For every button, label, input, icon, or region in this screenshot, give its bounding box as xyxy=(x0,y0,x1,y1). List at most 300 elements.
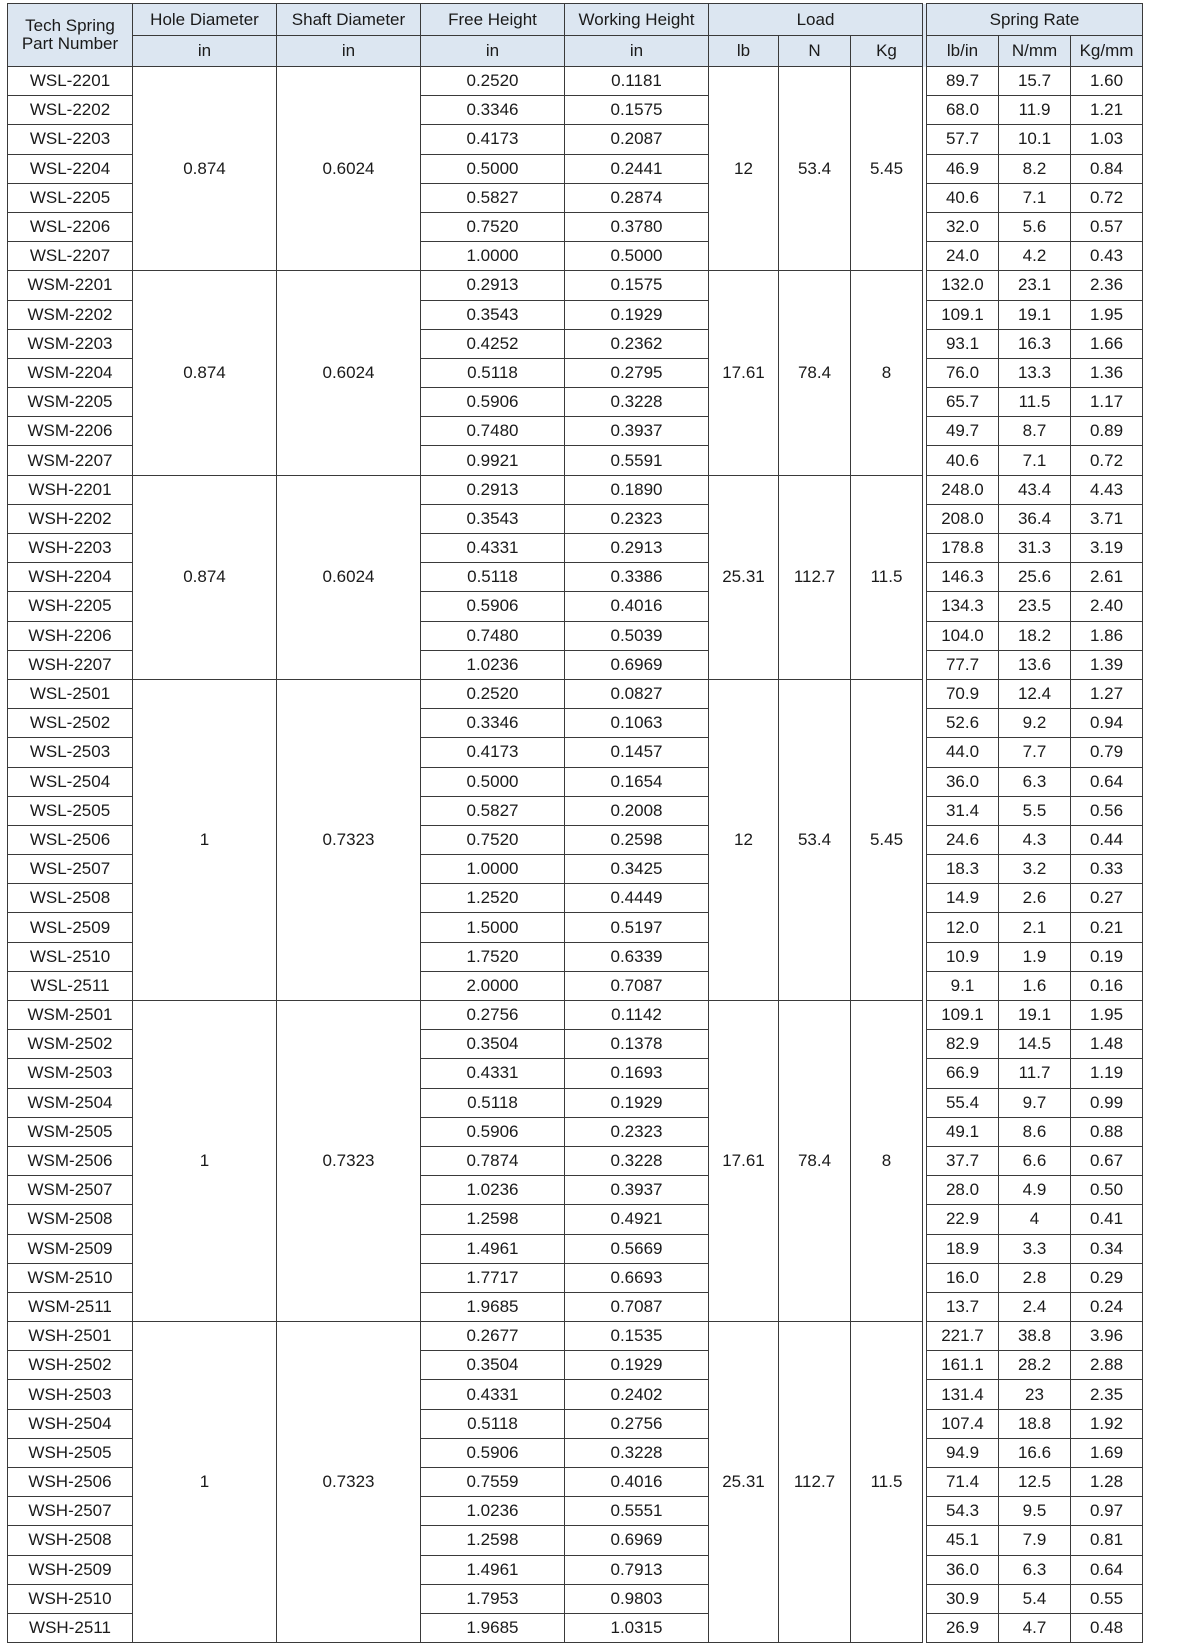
rate-nmm-cell: 19.1 xyxy=(999,1001,1071,1030)
working-height-cell: 0.7913 xyxy=(565,1555,709,1584)
rate-nmm-cell: 6.3 xyxy=(999,767,1071,796)
load-kg-cell: 8 xyxy=(851,271,923,475)
free-height-cell: 2.0000 xyxy=(421,971,565,1000)
hole-diameter-cell: 1 xyxy=(133,1001,277,1322)
rate-nmm-cell: 13.3 xyxy=(999,358,1071,387)
part-number-cell: WSH-2511 xyxy=(8,1613,133,1642)
free-height-cell: 0.5906 xyxy=(421,1438,565,1467)
free-height-cell: 0.5118 xyxy=(421,358,565,387)
free-height-cell: 1.2598 xyxy=(421,1205,565,1234)
working-height-cell: 0.5551 xyxy=(565,1497,709,1526)
free-height-cell: 0.2520 xyxy=(421,67,565,96)
rate-lbin-cell: 12.0 xyxy=(927,913,999,942)
rate-nmm-cell: 13.6 xyxy=(999,650,1071,679)
working-height-cell: 0.6969 xyxy=(565,1526,709,1555)
working-height-cell: 0.5000 xyxy=(565,242,709,271)
part-number-cell: WSM-2506 xyxy=(8,1146,133,1175)
part-number-cell: WSH-2504 xyxy=(8,1409,133,1438)
table-row xyxy=(8,1322,1143,1351)
rate-kgmm-cell: 1.95 xyxy=(1071,300,1143,329)
free-height-cell: 1.7520 xyxy=(421,942,565,971)
part-number-cell: WSH-2505 xyxy=(8,1438,133,1467)
free-height-cell: 0.4331 xyxy=(421,534,565,563)
working-height-cell: 0.2795 xyxy=(565,358,709,387)
rate-kgmm-cell: 2.88 xyxy=(1071,1351,1143,1380)
part-number-cell: WSL-2502 xyxy=(8,709,133,738)
rate-lbin-cell: 18.9 xyxy=(927,1234,999,1263)
rate-kgmm-cell: 0.88 xyxy=(1071,1117,1143,1146)
rate-kgmm-unit: Kg/mm xyxy=(1071,36,1143,67)
working-height-cell: 0.3228 xyxy=(565,388,709,417)
rate-nmm-cell: 2.4 xyxy=(999,1292,1071,1321)
working-height-cell: 0.6693 xyxy=(565,1263,709,1292)
free-height-cell: 0.4173 xyxy=(421,125,565,154)
rate-lbin-cell: 178.8 xyxy=(927,534,999,563)
working-height-cell: 0.5591 xyxy=(565,446,709,475)
part-number-cell: WSH-2508 xyxy=(8,1526,133,1555)
rate-kgmm-cell: 1.60 xyxy=(1071,67,1143,96)
rate-kgmm-cell: 0.84 xyxy=(1071,154,1143,183)
free-height-cell: 0.3543 xyxy=(421,300,565,329)
part-number-cell: WSL-2503 xyxy=(8,738,133,767)
rate-kgmm-cell: 0.48 xyxy=(1071,1613,1143,1642)
rate-nmm-cell: 6.6 xyxy=(999,1146,1071,1175)
working-height-cell: 0.4016 xyxy=(565,592,709,621)
rate-lbin-cell: 94.9 xyxy=(927,1438,999,1467)
shaft-diameter-cell: 0.6024 xyxy=(277,67,421,271)
rate-kgmm-cell: 1.39 xyxy=(1071,650,1143,679)
load-n-cell: 78.4 xyxy=(779,1001,851,1322)
rate-kgmm-cell: 1.66 xyxy=(1071,329,1143,358)
table-row xyxy=(8,475,1143,504)
rate-lbin-cell: 45.1 xyxy=(927,1526,999,1555)
rate-nmm-cell: 8.7 xyxy=(999,417,1071,446)
hole-diameter-cell: 0.874 xyxy=(133,67,277,271)
part-number-cell: WSH-2502 xyxy=(8,1351,133,1380)
free-unit: in xyxy=(421,36,565,67)
rate-nmm-cell: 7.9 xyxy=(999,1526,1071,1555)
rate-nmm-cell: 16.3 xyxy=(999,329,1071,358)
free-height-cell: 0.7520 xyxy=(421,825,565,854)
unit-row xyxy=(8,36,1143,67)
rate-lbin-cell: 65.7 xyxy=(927,388,999,417)
load-kg-cell: 5.45 xyxy=(851,679,923,1000)
free-height-cell: 0.4252 xyxy=(421,329,565,358)
rate-kgmm-cell: 0.41 xyxy=(1071,1205,1143,1234)
load-n-unit: N xyxy=(779,36,851,67)
free-height-cell: 0.5827 xyxy=(421,796,565,825)
rate-nmm-cell: 8.6 xyxy=(999,1117,1071,1146)
free-height-cell: 0.3346 xyxy=(421,709,565,738)
free-height-cell: 0.4331 xyxy=(421,1059,565,1088)
part-number-cell: WSM-2207 xyxy=(8,446,133,475)
working-height-header: Working Height xyxy=(565,4,709,36)
shaft-diameter-cell: 0.6024 xyxy=(277,475,421,679)
rate-kgmm-cell: 2.35 xyxy=(1071,1380,1143,1409)
rate-nmm-cell: 18.8 xyxy=(999,1409,1071,1438)
rate-lbin-cell: 54.3 xyxy=(927,1497,999,1526)
part-number-cell: WSL-2506 xyxy=(8,825,133,854)
load-n-cell: 53.4 xyxy=(779,679,851,1000)
rate-nmm-cell: 7.1 xyxy=(999,183,1071,212)
working-height-cell: 0.4449 xyxy=(565,884,709,913)
part-number-cell: WSH-2501 xyxy=(8,1322,133,1351)
free-height-cell: 0.5118 xyxy=(421,1409,565,1438)
part-number-cell: WSM-2509 xyxy=(8,1234,133,1263)
rate-kgmm-cell: 0.44 xyxy=(1071,825,1143,854)
hole-diameter-cell: 1 xyxy=(133,1322,277,1643)
part-number-cell: WSM-2503 xyxy=(8,1059,133,1088)
rate-nmm-cell: 9.7 xyxy=(999,1088,1071,1117)
rate-lbin-cell: 37.7 xyxy=(927,1146,999,1175)
rate-nmm-cell: 1.6 xyxy=(999,971,1071,1000)
working-unit: in xyxy=(565,36,709,67)
rate-lbin-cell: 14.9 xyxy=(927,884,999,913)
working-height-cell: 0.6339 xyxy=(565,942,709,971)
rate-lbin-cell: 44.0 xyxy=(927,738,999,767)
rate-lbin-cell: 49.1 xyxy=(927,1117,999,1146)
load-lb-cell: 12 xyxy=(709,679,779,1000)
part-number-cell: WSL-2501 xyxy=(8,679,133,708)
rate-kgmm-cell: 0.29 xyxy=(1071,1263,1143,1292)
load-lb-cell: 25.31 xyxy=(709,475,779,679)
rate-kgmm-cell: 0.56 xyxy=(1071,796,1143,825)
load-lb-unit: lb xyxy=(709,36,779,67)
rate-lbin-cell: 77.7 xyxy=(927,650,999,679)
rate-nmm-cell: 3.2 xyxy=(999,855,1071,884)
hole-unit: in xyxy=(133,36,277,67)
rate-kgmm-cell: 0.33 xyxy=(1071,855,1143,884)
rate-nmm-cell: 23.5 xyxy=(999,592,1071,621)
table-row xyxy=(8,679,1143,708)
working-height-cell: 0.1929 xyxy=(565,1351,709,1380)
part-number-cell: WSH-2203 xyxy=(8,534,133,563)
rate-nmm-cell: 4.9 xyxy=(999,1176,1071,1205)
rate-kgmm-cell: 1.27 xyxy=(1071,679,1143,708)
rate-kgmm-cell: 2.61 xyxy=(1071,563,1143,592)
rate-lbin-unit: lb/in xyxy=(927,36,999,67)
part-number-cell: WSH-2202 xyxy=(8,504,133,533)
free-height-header: Free Height xyxy=(421,4,565,36)
rate-lbin-cell: 40.6 xyxy=(927,446,999,475)
part-number-cell: WSM-2502 xyxy=(8,1030,133,1059)
rate-kgmm-cell: 1.19 xyxy=(1071,1059,1143,1088)
rate-nmm-cell: 2.6 xyxy=(999,884,1071,913)
rate-lbin-cell: 32.0 xyxy=(927,212,999,241)
spring-spec-table xyxy=(7,3,1143,1643)
rate-lbin-cell: 31.4 xyxy=(927,796,999,825)
rate-kgmm-cell: 1.92 xyxy=(1071,1409,1143,1438)
rate-kgmm-cell: 0.24 xyxy=(1071,1292,1143,1321)
rate-nmm-cell: 2.1 xyxy=(999,913,1071,942)
rate-lbin-cell: 161.1 xyxy=(927,1351,999,1380)
rate-kgmm-cell: 0.64 xyxy=(1071,767,1143,796)
free-height-cell: 0.7480 xyxy=(421,417,565,446)
part-number-cell: WSH-2206 xyxy=(8,621,133,650)
rate-lbin-cell: 71.4 xyxy=(927,1468,999,1497)
rate-nmm-cell: 3.3 xyxy=(999,1234,1071,1263)
free-height-cell: 1.0000 xyxy=(421,855,565,884)
working-height-cell: 0.2087 xyxy=(565,125,709,154)
working-height-cell: 0.2441 xyxy=(565,154,709,183)
rate-lbin-cell: 52.6 xyxy=(927,709,999,738)
working-height-cell: 0.2874 xyxy=(565,183,709,212)
rate-lbin-cell: 16.0 xyxy=(927,1263,999,1292)
table-row xyxy=(8,67,1143,96)
rate-lbin-cell: 93.1 xyxy=(927,329,999,358)
free-height-cell: 0.3504 xyxy=(421,1030,565,1059)
rate-nmm-cell: 5.5 xyxy=(999,796,1071,825)
rate-lbin-cell: 18.3 xyxy=(927,855,999,884)
rate-lbin-cell: 66.9 xyxy=(927,1059,999,1088)
free-height-cell: 1.0236 xyxy=(421,1497,565,1526)
working-height-cell: 0.5669 xyxy=(565,1234,709,1263)
part-number-cell: WSL-2508 xyxy=(8,884,133,913)
hole-diameter-cell: 0.874 xyxy=(133,475,277,679)
free-height-cell: 1.0236 xyxy=(421,1176,565,1205)
part-number-cell: WSL-2204 xyxy=(8,154,133,183)
rate-nmm-cell: 28.2 xyxy=(999,1351,1071,1380)
rate-lbin-cell: 107.4 xyxy=(927,1409,999,1438)
rate-lbin-cell: 104.0 xyxy=(927,621,999,650)
rate-kgmm-cell: 1.21 xyxy=(1071,96,1143,125)
rate-nmm-cell: 31.3 xyxy=(999,534,1071,563)
part-number-cell: WSL-2205 xyxy=(8,183,133,212)
rate-lbin-cell: 10.9 xyxy=(927,942,999,971)
working-height-cell: 0.1535 xyxy=(565,1322,709,1351)
rate-kgmm-cell: 0.81 xyxy=(1071,1526,1143,1555)
working-height-cell: 0.1929 xyxy=(565,300,709,329)
rate-nmm-cell: 36.4 xyxy=(999,504,1071,533)
working-height-cell: 0.2362 xyxy=(565,329,709,358)
rate-nmm-cell: 14.5 xyxy=(999,1030,1071,1059)
rate-lbin-cell: 36.0 xyxy=(927,1555,999,1584)
part-number-cell: WSH-2204 xyxy=(8,563,133,592)
working-height-cell: 0.2598 xyxy=(565,825,709,854)
rate-lbin-cell: 30.9 xyxy=(927,1584,999,1613)
rate-kgmm-cell: 0.43 xyxy=(1071,242,1143,271)
rate-kgmm-cell: 2.40 xyxy=(1071,592,1143,621)
load-n-cell: 53.4 xyxy=(779,67,851,271)
working-height-cell: 0.2323 xyxy=(565,504,709,533)
working-height-cell: 0.5039 xyxy=(565,621,709,650)
rate-kgmm-cell: 0.19 xyxy=(1071,942,1143,971)
free-height-cell: 0.2756 xyxy=(421,1001,565,1030)
table-row xyxy=(8,1001,1143,1030)
rate-kgmm-cell: 0.97 xyxy=(1071,1497,1143,1526)
rate-lbin-cell: 70.9 xyxy=(927,679,999,708)
free-height-cell: 0.7874 xyxy=(421,1146,565,1175)
free-height-cell: 0.2520 xyxy=(421,679,565,708)
rate-nmm-unit: N/mm xyxy=(999,36,1071,67)
load-kg-cell: 5.45 xyxy=(851,67,923,271)
spring-rate-header: Spring Rate xyxy=(927,4,1143,36)
rate-kgmm-cell: 1.28 xyxy=(1071,1468,1143,1497)
rate-lbin-cell: 82.9 xyxy=(927,1030,999,1059)
rate-lbin-cell: 24.0 xyxy=(927,242,999,271)
rate-kgmm-cell: 0.57 xyxy=(1071,212,1143,241)
rate-kgmm-cell: 1.69 xyxy=(1071,1438,1143,1467)
free-height-cell: 0.9921 xyxy=(421,446,565,475)
rate-lbin-cell: 109.1 xyxy=(927,1001,999,1030)
rate-lbin-cell: 76.0 xyxy=(927,358,999,387)
rate-kgmm-cell: 1.36 xyxy=(1071,358,1143,387)
working-height-cell: 0.1575 xyxy=(565,96,709,125)
rate-kgmm-cell: 0.16 xyxy=(1071,971,1143,1000)
part-number-cell: WSM-2507 xyxy=(8,1176,133,1205)
rate-kgmm-cell: 3.96 xyxy=(1071,1322,1143,1351)
working-height-cell: 0.1181 xyxy=(565,67,709,96)
rate-kgmm-cell: 0.55 xyxy=(1071,1584,1143,1613)
free-height-cell: 0.5906 xyxy=(421,388,565,417)
rate-nmm-cell: 16.6 xyxy=(999,1438,1071,1467)
rate-kgmm-cell: 0.64 xyxy=(1071,1555,1143,1584)
free-height-cell: 1.4961 xyxy=(421,1555,565,1584)
working-height-cell: 1.0315 xyxy=(565,1613,709,1642)
load-n-cell: 112.7 xyxy=(779,1322,851,1643)
free-height-cell: 0.5000 xyxy=(421,154,565,183)
load-lb-cell: 12 xyxy=(709,67,779,271)
part-number-cell: WSL-2511 xyxy=(8,971,133,1000)
rate-kgmm-cell: 0.67 xyxy=(1071,1146,1143,1175)
rate-kgmm-cell: 0.72 xyxy=(1071,446,1143,475)
part-number-cell: WSM-2202 xyxy=(8,300,133,329)
table-body xyxy=(8,67,1143,1643)
part-number-cell: WSH-2503 xyxy=(8,1380,133,1409)
hole-diameter-header: Hole Diameter xyxy=(133,4,277,36)
free-height-cell: 0.5827 xyxy=(421,183,565,212)
rate-kgmm-cell: 0.79 xyxy=(1071,738,1143,767)
load-lb-cell: 25.31 xyxy=(709,1322,779,1643)
working-height-cell: 0.1457 xyxy=(565,738,709,767)
rate-nmm-cell: 38.8 xyxy=(999,1322,1071,1351)
shaft-diameter-cell: 0.6024 xyxy=(277,271,421,475)
rate-kgmm-cell: 1.03 xyxy=(1071,125,1143,154)
load-lb-cell: 17.61 xyxy=(709,271,779,475)
working-height-cell: 0.0827 xyxy=(565,679,709,708)
load-kg-cell: 8 xyxy=(851,1001,923,1322)
rate-nmm-cell: 4.3 xyxy=(999,825,1071,854)
working-height-cell: 0.3386 xyxy=(565,563,709,592)
rate-nmm-cell: 7.7 xyxy=(999,738,1071,767)
header-row xyxy=(8,4,1143,36)
free-height-cell: 0.3543 xyxy=(421,504,565,533)
rate-lbin-cell: 57.7 xyxy=(927,125,999,154)
rate-lbin-cell: 55.4 xyxy=(927,1088,999,1117)
working-height-cell: 0.3228 xyxy=(565,1438,709,1467)
free-height-cell: 0.5906 xyxy=(421,592,565,621)
rate-kgmm-cell: 0.72 xyxy=(1071,183,1143,212)
part-number-cell: WSM-2206 xyxy=(8,417,133,446)
part-number-cell: WSM-2205 xyxy=(8,388,133,417)
free-height-cell: 1.7953 xyxy=(421,1584,565,1613)
rate-lbin-cell: 221.7 xyxy=(927,1322,999,1351)
shaft-diameter-header: Shaft Diameter xyxy=(277,4,421,36)
rate-lbin-cell: 40.6 xyxy=(927,183,999,212)
free-height-cell: 1.2598 xyxy=(421,1526,565,1555)
load-kg-cell: 11.5 xyxy=(851,475,923,679)
rate-nmm-cell: 1.9 xyxy=(999,942,1071,971)
free-height-cell: 1.9685 xyxy=(421,1292,565,1321)
hole-diameter-cell: 0.874 xyxy=(133,271,277,475)
working-height-cell: 0.4016 xyxy=(565,1468,709,1497)
rate-kgmm-cell: 1.48 xyxy=(1071,1030,1143,1059)
rate-lbin-cell: 22.9 xyxy=(927,1205,999,1234)
rate-nmm-cell: 4.7 xyxy=(999,1613,1071,1642)
working-height-cell: 0.6969 xyxy=(565,650,709,679)
working-height-cell: 0.3780 xyxy=(565,212,709,241)
part-number-cell: WSL-2504 xyxy=(8,767,133,796)
part-number-cell: WSL-2509 xyxy=(8,913,133,942)
part-number-cell: WSH-2507 xyxy=(8,1497,133,1526)
working-height-cell: 0.1063 xyxy=(565,709,709,738)
free-height-cell: 0.2913 xyxy=(421,271,565,300)
rate-lbin-cell: 68.0 xyxy=(927,96,999,125)
rate-nmm-cell: 11.5 xyxy=(999,388,1071,417)
rate-nmm-cell: 4 xyxy=(999,1205,1071,1234)
working-height-cell: 0.1378 xyxy=(565,1030,709,1059)
part-number-cell: WSH-2205 xyxy=(8,592,133,621)
rate-kgmm-cell: 1.95 xyxy=(1071,1001,1143,1030)
part-number-cell: WSM-2510 xyxy=(8,1263,133,1292)
free-height-cell: 0.3346 xyxy=(421,96,565,125)
working-height-cell: 0.9803 xyxy=(565,1584,709,1613)
rate-nmm-cell: 11.7 xyxy=(999,1059,1071,1088)
free-height-cell: 0.7520 xyxy=(421,212,565,241)
rate-nmm-cell: 18.2 xyxy=(999,621,1071,650)
rate-lbin-cell: 26.9 xyxy=(927,1613,999,1642)
free-height-cell: 0.4173 xyxy=(421,738,565,767)
rate-kgmm-cell: 1.86 xyxy=(1071,621,1143,650)
rate-nmm-cell: 15.7 xyxy=(999,67,1071,96)
part-number-cell: WSM-2203 xyxy=(8,329,133,358)
part-number-cell: WSM-2511 xyxy=(8,1292,133,1321)
part-number-cell: WSL-2207 xyxy=(8,242,133,271)
rate-lbin-cell: 9.1 xyxy=(927,971,999,1000)
working-height-cell: 0.7087 xyxy=(565,1292,709,1321)
part-number-cell: WSH-2510 xyxy=(8,1584,133,1613)
shaft-diameter-cell: 0.7323 xyxy=(277,679,421,1000)
part-number-cell: WSM-2508 xyxy=(8,1205,133,1234)
part-number-cell: WSH-2506 xyxy=(8,1468,133,1497)
rate-kgmm-cell: 3.19 xyxy=(1071,534,1143,563)
rate-lbin-cell: 131.4 xyxy=(927,1380,999,1409)
free-height-cell: 0.3504 xyxy=(421,1351,565,1380)
load-lb-cell: 17.61 xyxy=(709,1001,779,1322)
working-height-cell: 0.3425 xyxy=(565,855,709,884)
part-number-cell: WSM-2204 xyxy=(8,358,133,387)
rate-lbin-cell: 24.6 xyxy=(927,825,999,854)
shaft-unit: in xyxy=(277,36,421,67)
free-height-cell: 1.0236 xyxy=(421,650,565,679)
rate-kgmm-cell: 0.89 xyxy=(1071,417,1143,446)
free-height-cell: 0.4331 xyxy=(421,1380,565,1409)
rate-kgmm-cell: 0.27 xyxy=(1071,884,1143,913)
rate-lbin-cell: 36.0 xyxy=(927,767,999,796)
rate-nmm-cell: 9.5 xyxy=(999,1497,1071,1526)
load-n-cell: 112.7 xyxy=(779,475,851,679)
spring-spec-table-wrapper xyxy=(7,3,1143,1643)
rate-nmm-cell: 7.1 xyxy=(999,446,1071,475)
working-height-cell: 0.1654 xyxy=(565,767,709,796)
part-number-header: Tech Spring Part Number xyxy=(8,4,133,67)
free-height-cell: 1.9685 xyxy=(421,1613,565,1642)
rate-lbin-cell: 146.3 xyxy=(927,563,999,592)
shaft-diameter-cell: 0.7323 xyxy=(277,1322,421,1643)
rate-lbin-cell: 49.7 xyxy=(927,417,999,446)
working-height-cell: 0.1929 xyxy=(565,1088,709,1117)
rate-kgmm-cell: 2.36 xyxy=(1071,271,1143,300)
